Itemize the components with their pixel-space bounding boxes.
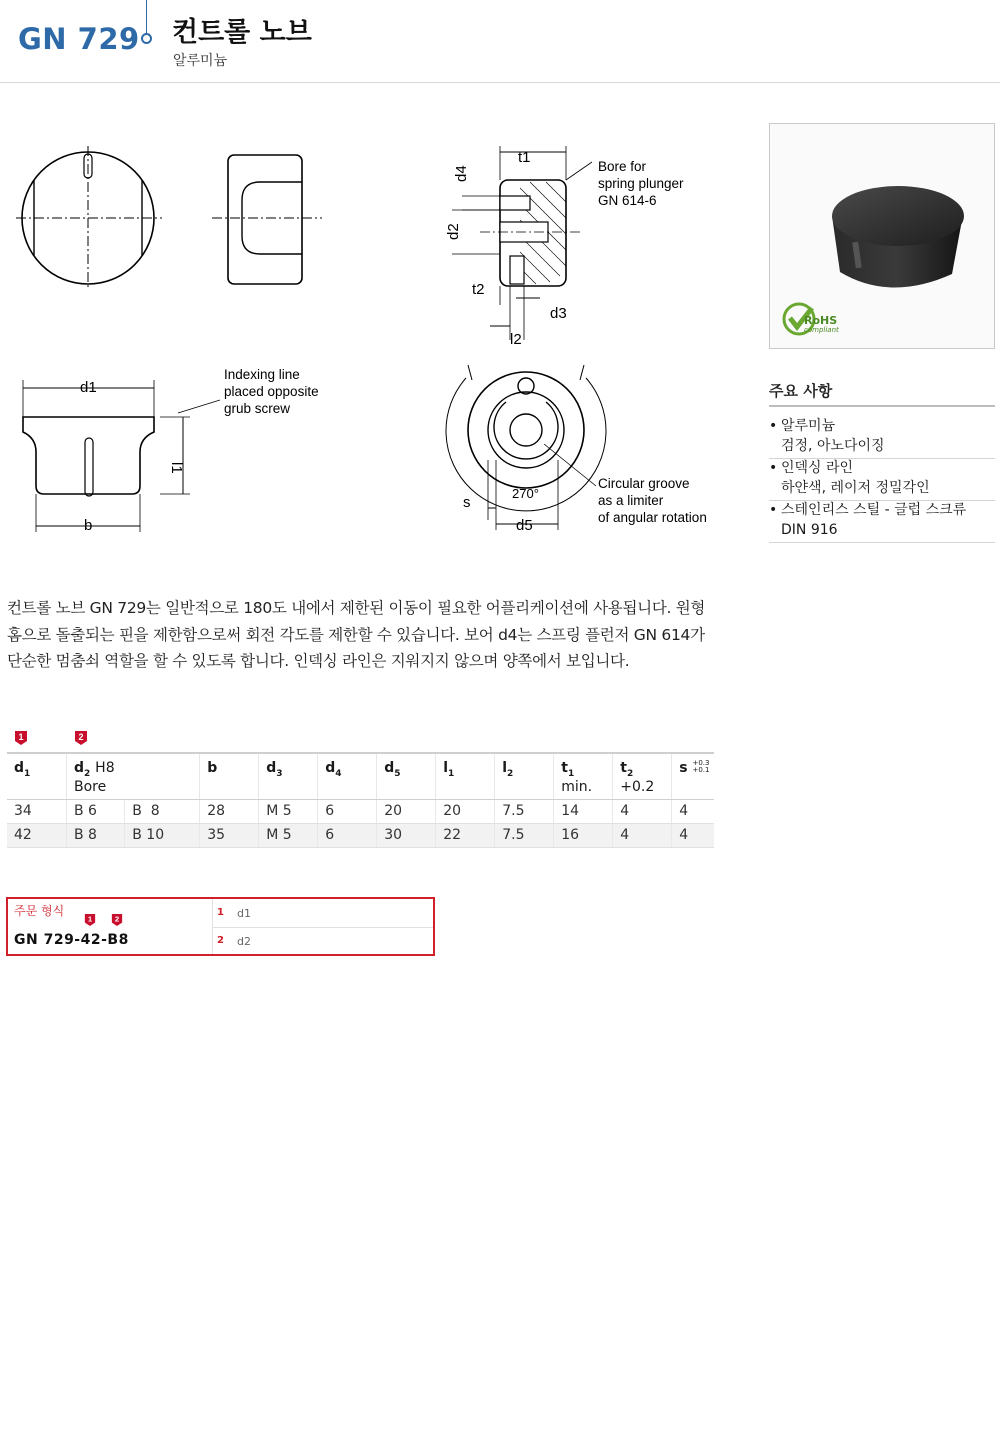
feature-line-2: DIN 916 bbox=[781, 522, 838, 538]
header-rule bbox=[0, 82, 1000, 83]
cell: 20 bbox=[377, 799, 436, 823]
col-d3: $d_3$ bbox=[259, 753, 318, 799]
cell: 4 bbox=[672, 823, 714, 847]
label-t1: t1 bbox=[518, 149, 531, 166]
cell: 22 bbox=[436, 823, 495, 847]
table-row bbox=[7, 823, 714, 847]
col-d5: $d_5$ bbox=[377, 753, 436, 799]
label-d5: d5 bbox=[516, 517, 533, 534]
label-l2: l2 bbox=[510, 331, 522, 348]
cell: 4 bbox=[613, 823, 672, 847]
rohs-badge-sub: compliant bbox=[804, 326, 839, 334]
feature-item bbox=[769, 455, 995, 501]
bottom-view-outer bbox=[468, 372, 584, 488]
front-view-knob bbox=[23, 417, 154, 494]
col-s: s +0.3 +0.1 bbox=[672, 753, 714, 799]
feature-line-1: • 알루미늄 bbox=[769, 416, 995, 436]
label-d1: d1 bbox=[80, 379, 97, 396]
cell: 30 bbox=[377, 823, 436, 847]
order-code: GN 729-42-B8 bbox=[14, 932, 129, 948]
feature-line-2: 하얀색, 레이저 정밀각인 bbox=[781, 480, 930, 496]
col-d4: $d_4$ bbox=[318, 753, 377, 799]
label-groove-1: Circular groove bbox=[598, 476, 690, 491]
cell: B 10 bbox=[125, 823, 200, 847]
order-row-num: 1 bbox=[217, 907, 224, 918]
order-marker-2-icon bbox=[111, 913, 123, 927]
cell: M 5 bbox=[259, 823, 318, 847]
label-l1: l1 bbox=[168, 462, 185, 474]
col-t2: $t_2 +0.2$ bbox=[613, 753, 672, 799]
label-indexing-2: placed opposite bbox=[224, 384, 319, 399]
label-groove-3: of angular rotation bbox=[598, 510, 707, 525]
header-divider-dot bbox=[141, 33, 152, 44]
feature-line-1: • 인덱싱 라인 bbox=[769, 458, 995, 478]
label-bore-1: Bore for bbox=[598, 159, 647, 174]
label-bore-2: spring plunger bbox=[598, 176, 684, 191]
cell: 28 bbox=[200, 799, 259, 823]
order-row-num: 2 bbox=[217, 935, 224, 946]
cell: 42 bbox=[7, 823, 67, 847]
label-d3: d3 bbox=[550, 305, 567, 322]
feature-item bbox=[769, 413, 995, 459]
feature-item bbox=[769, 497, 995, 543]
feature-line-2: 검정, 아노다이징 bbox=[781, 438, 885, 454]
cell: 7.5 bbox=[495, 823, 554, 847]
label-angle: 270° bbox=[512, 486, 539, 501]
rohs-badge: RoHS bbox=[804, 314, 838, 327]
order-marker-1-text: 1 bbox=[87, 914, 93, 924]
label-bore-3: GN 614-6 bbox=[598, 193, 657, 208]
label-d2: d2 bbox=[445, 223, 462, 240]
cell: 14 bbox=[554, 799, 613, 823]
page-title: 컨트롤 노브 bbox=[172, 17, 312, 48]
label-indexing-1: Indexing line bbox=[224, 367, 300, 382]
product-photo bbox=[769, 123, 995, 349]
label-s: s bbox=[463, 494, 471, 511]
cell: 34 bbox=[7, 799, 67, 823]
col-t1: $t_1$ min. bbox=[554, 753, 613, 799]
label-b: b bbox=[84, 517, 93, 534]
marker-1-icon bbox=[14, 730, 28, 746]
cell: 6 bbox=[318, 799, 377, 823]
col-l2: $l_2$ bbox=[495, 753, 554, 799]
marker-2-icon bbox=[74, 730, 88, 746]
label-d4: d4 bbox=[453, 165, 470, 182]
col-l1: $l_1$ bbox=[436, 753, 495, 799]
order-row bbox=[213, 900, 433, 928]
feature-line-1: • 스테인리스 스틸 - 글럽 스크류 bbox=[769, 500, 995, 520]
cell: B 6 bbox=[67, 799, 125, 823]
cell: 20 bbox=[436, 799, 495, 823]
description-text: 컨트롤 노브 GN 729는 일반적으로 180도 내에서 제한된 이동이 필요한 어플리케이션에 사용됩니다. 원형 홈으로 돌출되는 핀을 제한함으로써 회전 각도를 제한할 수 있습니다. 보어 d4는 스프링 플런저 GN 614가 단순한 멈춤쇠 역할을 할 수 있도록 합니다. 인덱싱 라인은 지워지지 않으며 양쪽에서 보입니다. bbox=[7, 599, 706, 670]
cell: M 5 bbox=[259, 799, 318, 823]
product-code: GN 729 bbox=[18, 22, 140, 56]
side-view-rect bbox=[228, 155, 302, 284]
header-divider-line bbox=[146, 0, 147, 34]
label-groove-2: as a limiter bbox=[598, 493, 664, 508]
order-row-value: d2 bbox=[237, 935, 251, 948]
label-t2: t2 bbox=[472, 281, 485, 298]
marker-2-text: 2 bbox=[78, 732, 84, 742]
page-subtitle: 알루미늄 bbox=[173, 53, 228, 69]
order-example-box bbox=[6, 897, 435, 956]
features-title: 주요 사항 bbox=[769, 382, 833, 400]
cell: 7.5 bbox=[495, 799, 554, 823]
features-rule bbox=[769, 405, 995, 407]
label-indexing-3: grub screw bbox=[224, 401, 291, 416]
table-header-row bbox=[7, 753, 714, 799]
col-d2: $d_2$ H8 Bore bbox=[67, 753, 200, 799]
cell: 16 bbox=[554, 823, 613, 847]
cell: 6 bbox=[318, 823, 377, 847]
dimension-table bbox=[7, 752, 714, 848]
order-row bbox=[213, 928, 433, 955]
cell: 4 bbox=[613, 799, 672, 823]
col-d1: $d_1$ bbox=[7, 753, 67, 799]
cell: B 8 bbox=[125, 799, 200, 823]
table-row bbox=[7, 799, 714, 823]
marker-1-text: 1 bbox=[18, 732, 24, 742]
technical-drawing bbox=[0, 100, 760, 560]
cell: 4 bbox=[672, 799, 714, 823]
order-marker-2-text: 2 bbox=[114, 914, 120, 924]
order-label: 주문 형식 bbox=[14, 904, 65, 918]
cell: B 8 bbox=[67, 823, 125, 847]
cell: 35 bbox=[200, 823, 259, 847]
order-row-value: d1 bbox=[237, 907, 251, 920]
order-marker-1-icon bbox=[84, 913, 96, 927]
col-b: b bbox=[200, 753, 259, 799]
